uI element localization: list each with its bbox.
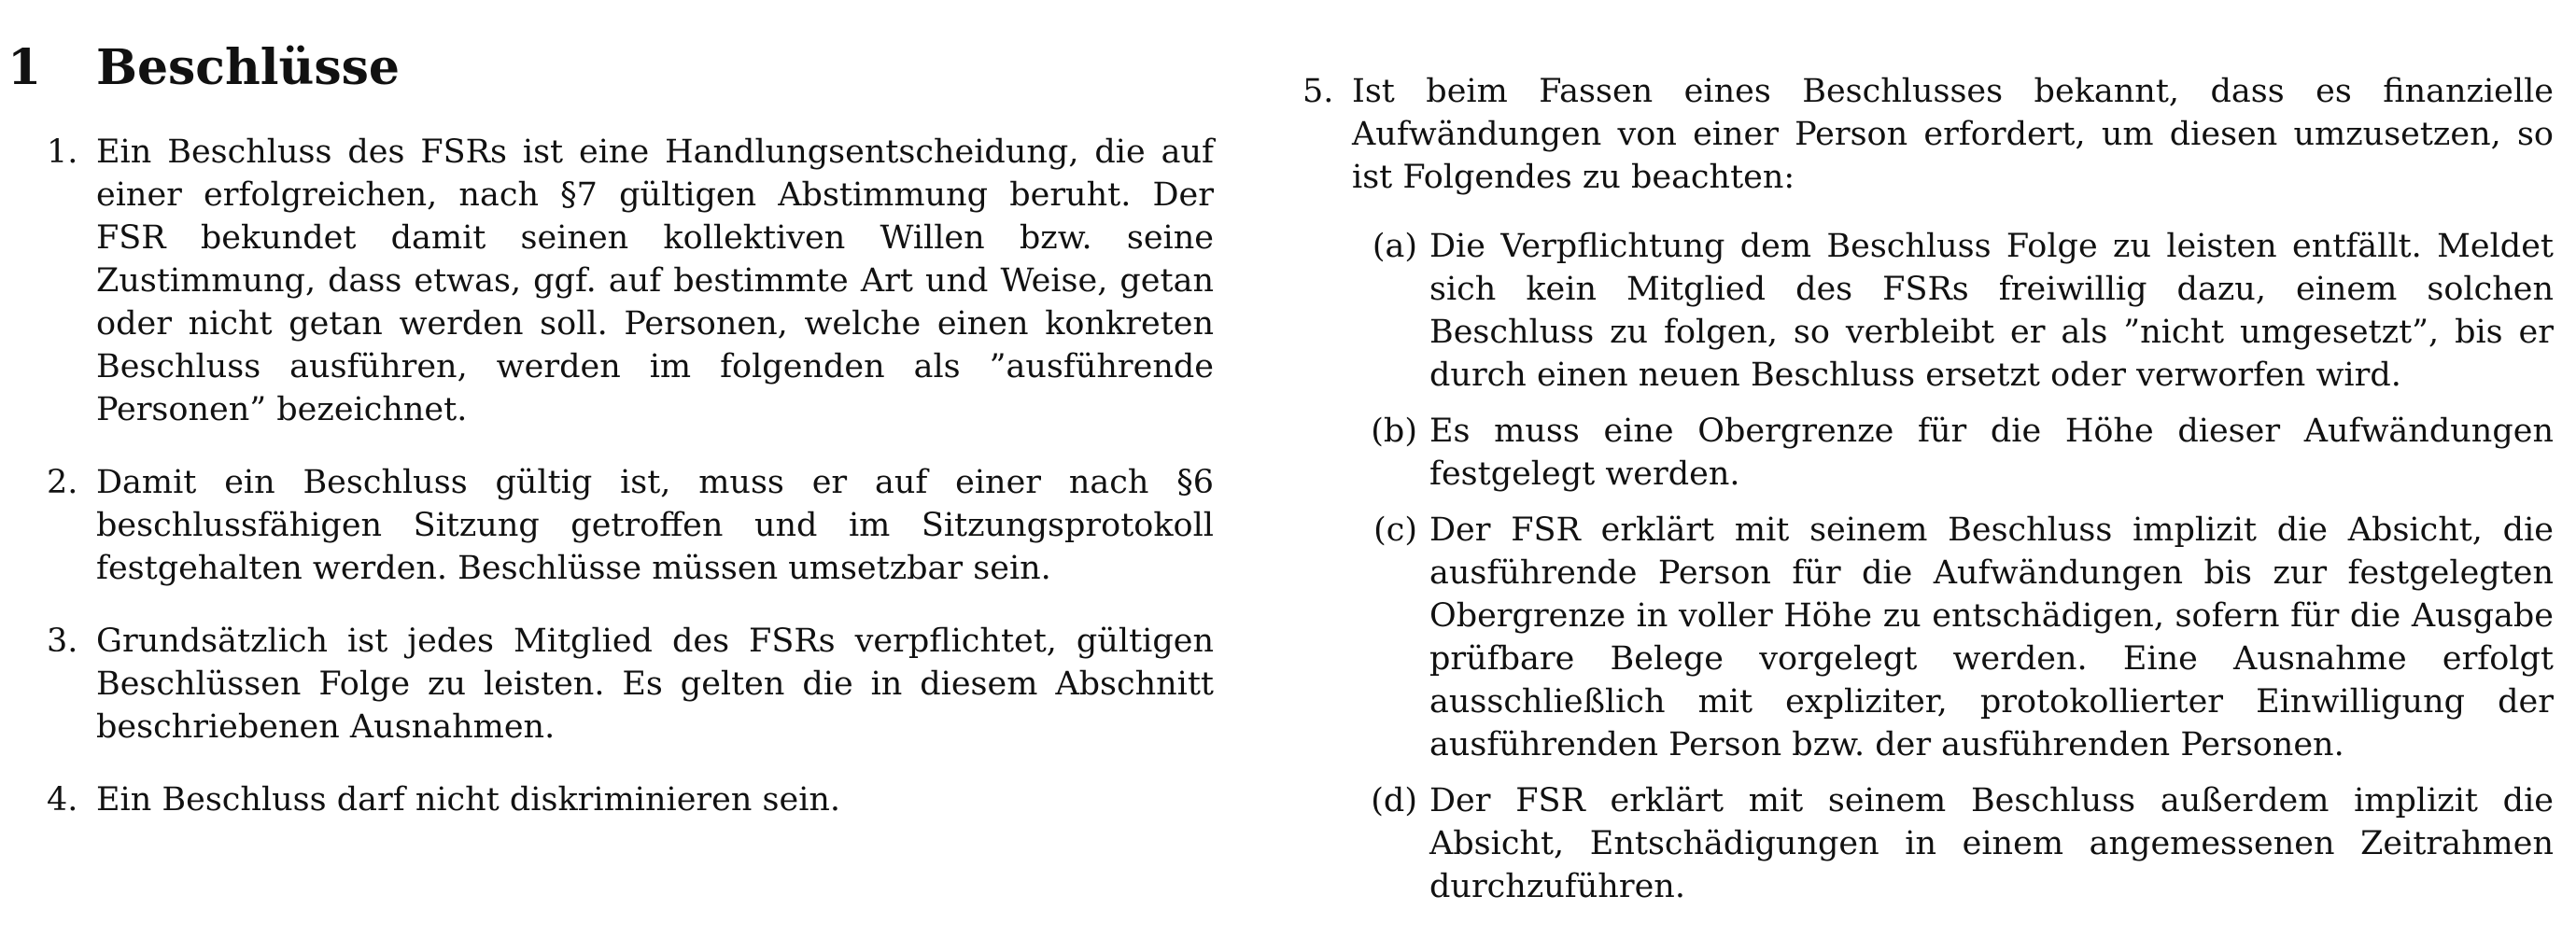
subitem-text: Der FSR erklärt mit seinem Beschluss außerdem implizit die Absicht, Entschädigungen in einem angemessenen Zeitrahmen durchzuführen. <box>1429 782 2554 905</box>
right-column <box>1302 70 2554 908</box>
item-text: Ein Beschluss darf nicht diskriminieren sein. <box>96 781 841 819</box>
subitem-text: Die Verpflichtung dem Beschluss Folge zu leisten entfällt. Meldet sich kein Mitglied des FSRs freiwillig dazu, einem solchen Beschluss zu folgen, so verbleibt er als ”nicht umgesetzt”, bis er durch einen neuen Beschluss ersetzt oder verworfen wird. <box>1429 228 2554 394</box>
sublist-item-a <box>1352 225 2554 397</box>
sublist-item-b <box>1352 410 2554 496</box>
item-text: Ist beim Fassen eines Beschlusses bekannt, dass es finanzielle Aufwändungen von einer Person erfordert, um diesen umzusetzen, so ist Folgendes zu beachten: <box>1352 73 2554 196</box>
list-item-1 <box>47 131 1214 431</box>
section-heading <box>7 35 400 101</box>
sublist-item-d <box>1352 779 2554 908</box>
subitem-label: (c) <box>1373 511 1417 549</box>
list-item-5 <box>1302 70 2554 908</box>
subitem-label: (a) <box>1372 228 1417 265</box>
subitem-text: Der FSR erklärt mit seinem Beschluss implizit die Absicht, die ausführende Person für die Aufwändungen bis zur festgelegten Obergrenze in voller Höhe zu entschädigen, sofern für die Ausgabe prüfbare Belege vorgelegt werden. Eine Ausnahme erfolgt ausschließlich mit expliziter, protokollierter Einwilligung der ausführenden Person bzw. der ausführenden Personen. <box>1429 511 2554 763</box>
item-text: Grundsätzlich ist jedes Mitglied des FSRs verpflichtet, gültigen Beschlüssen Folge zu leisten. Es gelten die in diesem Abschnitt beschriebenen Ausnahmen. <box>96 623 1214 746</box>
sublist <box>1352 225 2554 908</box>
item-text: Damit ein Beschluss gültig ist, muss er auf einer nach §6 beschlussfähigen Sitzung getroffen und im Sitzungsprotokoll festgehalten werden. Beschlüsse müssen umsetzbar sein. <box>96 464 1214 587</box>
subitem-label: (d) <box>1371 782 1417 819</box>
item-text: Ein Beschluss des FSRs ist eine Handlungsentscheidung, die auf einer erfolgreichen, nach §7 gültigen Abstimmung beruht. Der FSR bekundet damit seinen kollektiven Willen bzw. seine Zustimmung, dass etwas, ggf. auf bestimmte Art und Weise, getan oder nicht getan werden soll. Personen, welche einen konkreten Beschluss ausführen, werden im folgenden als ”ausführende Personen” bezeichnet. <box>96 133 1214 428</box>
section-title: Beschlüsse <box>96 39 400 96</box>
list-item-4 <box>47 778 1214 821</box>
list-item-2 <box>47 461 1214 590</box>
subitem-text: Es muss eine Obergrenze für die Höhe dieser Aufwändungen festgelegt werden. <box>1429 413 2554 493</box>
sublist-item-c <box>1352 509 2554 766</box>
item-number: 5. <box>1302 73 1334 110</box>
item-number: 3. <box>47 623 78 660</box>
list-item-3 <box>47 620 1214 749</box>
left-column <box>47 131 1214 821</box>
item-number: 4. <box>47 781 78 819</box>
item-number: 1. <box>47 133 78 171</box>
item-number: 2. <box>47 464 78 501</box>
subitem-label: (b) <box>1371 413 1417 450</box>
section-number: 1 <box>7 39 42 96</box>
